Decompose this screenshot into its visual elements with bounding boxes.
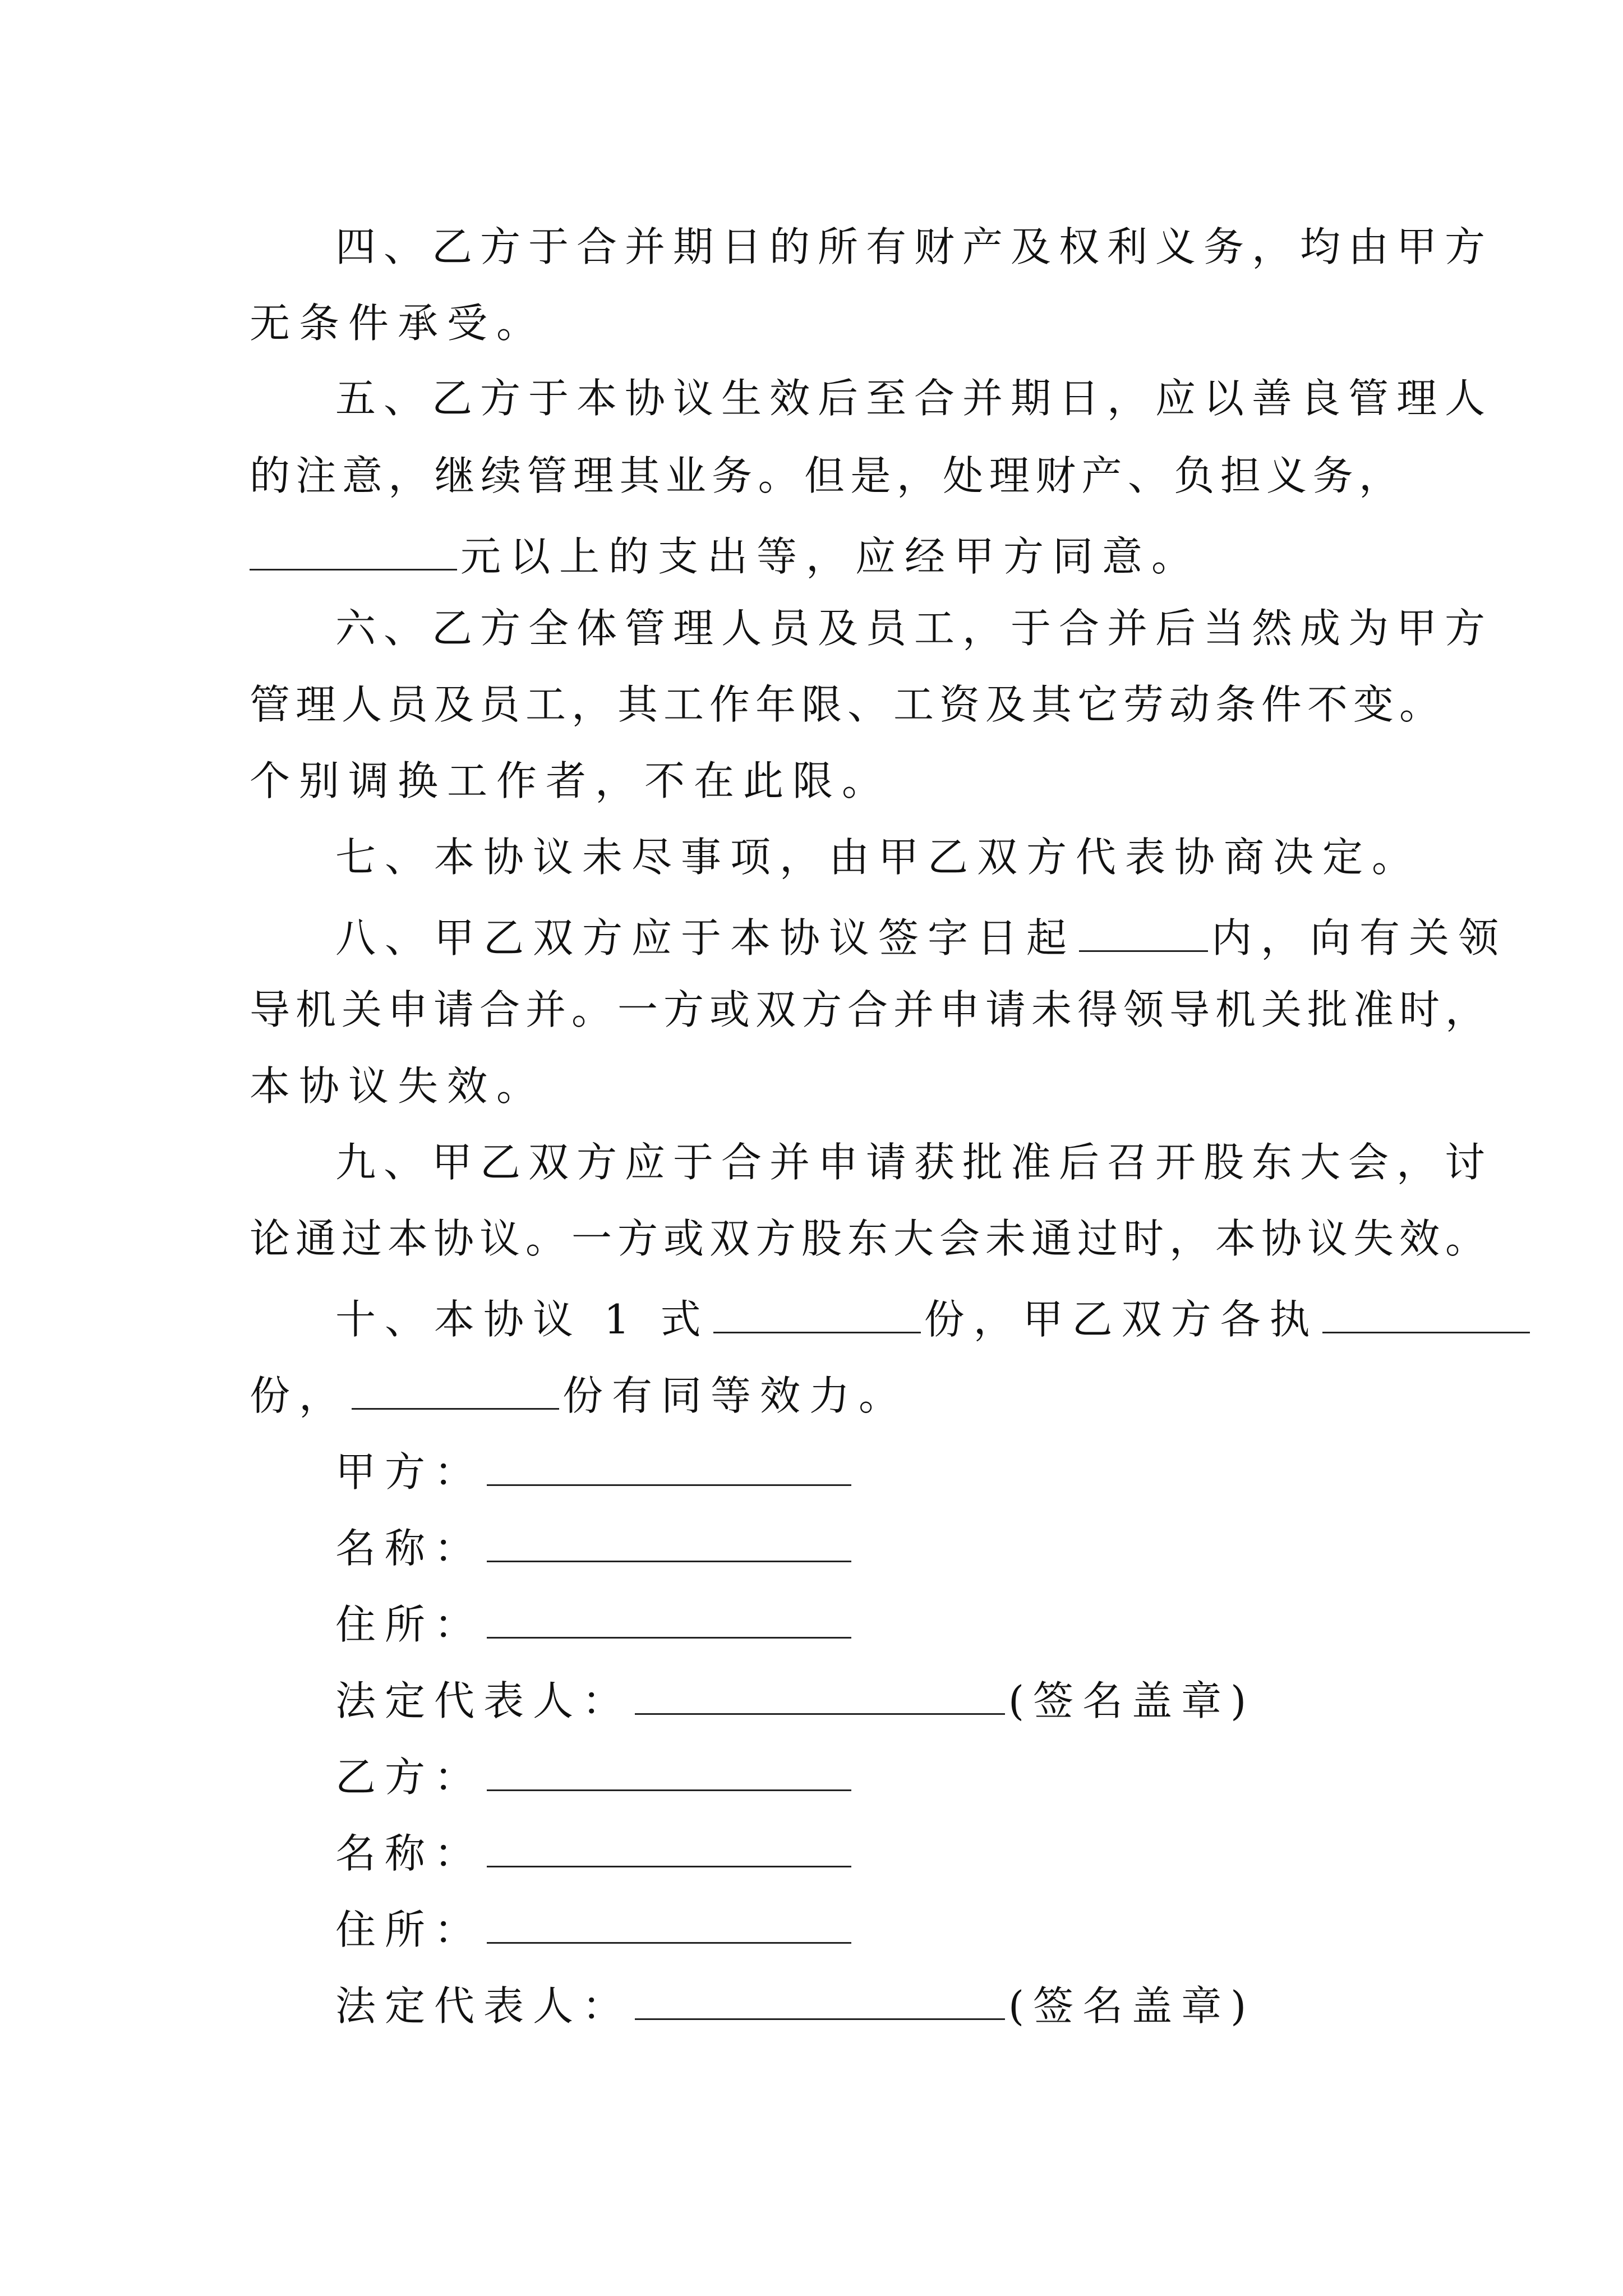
party-a-row xyxy=(335,1447,1491,1496)
party-b-row xyxy=(335,1752,1491,1801)
clause-5-line-3 xyxy=(250,532,1405,580)
clause-10-line-1 xyxy=(335,1295,1491,1343)
party-a-field[interactable] xyxy=(487,1447,851,1486)
party-b-name-row xyxy=(335,1829,1491,1877)
party-b-name-label: 名称： xyxy=(335,1830,484,1877)
clause-10-text-b: 份，甲乙双方各执 xyxy=(924,1296,1319,1343)
party-b-address-row xyxy=(335,1905,1491,1953)
copies-blank[interactable] xyxy=(713,1295,921,1333)
party-b-seal-note: (签名盖章) xyxy=(1008,1982,1256,2030)
party-a-address-field[interactable] xyxy=(487,1600,851,1639)
clause-10-text-c: 份， xyxy=(250,1372,349,1419)
clause-8-line-1-before: 八、甲乙双方应于本协议签字日起 xyxy=(335,914,1076,961)
party-b-rep-row xyxy=(335,1981,1491,2030)
clause-4-line-1: 四、乙方于合并期日的所有财产及权利义务，均由甲方 xyxy=(335,223,1491,270)
party-a-address-label: 住所： xyxy=(335,1601,484,1648)
period-blank[interactable] xyxy=(1079,913,1208,952)
clause-6-line-3: 个别调换工作者，不在此限。 xyxy=(250,757,892,804)
party-b-rep-label: 法定代表人： xyxy=(335,1982,632,2030)
clause-4-line-2: 无条件承受。 xyxy=(250,300,546,347)
party-a-rep-field[interactable] xyxy=(635,1676,1005,1715)
party-b-address-label: 住所： xyxy=(335,1906,484,1953)
party-b-label: 乙方： xyxy=(335,1754,484,1801)
clause-8-line-1-after: 内，向有关领 xyxy=(1211,914,1508,961)
clause-6-line-1: 六、乙方全体管理人员及员工，于合并后当然成为甲方 xyxy=(335,605,1491,652)
party-a-name-field[interactable] xyxy=(487,1524,851,1562)
clause-7-line-1: 七、本协议未尽事项，由甲乙双方代表协商决定。 xyxy=(335,834,1422,881)
party-a-label: 甲方： xyxy=(335,1448,484,1496)
party-a-address-row xyxy=(335,1600,1491,1648)
party-b-rep-field[interactable] xyxy=(635,1981,1005,2020)
party-b-field[interactable] xyxy=(487,1752,851,1791)
clause-6-line-2: 管理人员及员工，其工作年限、工资及其它劳动条件不变。 xyxy=(250,681,1446,728)
party-a-rep-label: 法定代表人： xyxy=(335,1677,632,1724)
copies-effect-blank[interactable] xyxy=(352,1371,559,1410)
clause-8-line-3: 本协议失效。 xyxy=(250,1062,546,1110)
party-a-seal-note: (签名盖章) xyxy=(1008,1677,1256,1724)
clause-9-line-1: 九、甲乙双方应于合并申请获批准后召开股东大会，讨 xyxy=(335,1139,1491,1186)
clause-10-line-2 xyxy=(250,1371,1405,1419)
party-a-name-label: 名称： xyxy=(335,1525,484,1572)
clause-10-text-a: 十、本协议 1 式 xyxy=(335,1296,710,1343)
clause-5-line-2: 的注意，继续管理其业务。但是，处理财产、负担义务， xyxy=(250,452,1405,499)
party-a-rep-row xyxy=(335,1676,1491,1724)
party-a-name-row xyxy=(335,1524,1491,1572)
clause-5-line-3-text: 元以上的支出等，应经甲方同意。 xyxy=(460,533,1201,580)
clause-8-line-2: 导机关申请合并。一方或双方合并申请未得领导机关批准时， xyxy=(250,986,1492,1033)
clause-8-line-1 xyxy=(335,913,1508,961)
clause-9-line-2: 论通过本协议。一方或双方股东大会未通过时，本协议失效。 xyxy=(250,1215,1492,1262)
party-b-name-field[interactable] xyxy=(487,1829,851,1867)
clause-5-line-1: 五、乙方于本协议生效后至合并期日，应以善良管理人 xyxy=(335,375,1491,422)
amount-blank[interactable] xyxy=(250,532,457,570)
party-b-address-field[interactable] xyxy=(487,1905,851,1944)
clause-10-text-d: 份有同等效力。 xyxy=(562,1372,909,1419)
copies-each-blank[interactable] xyxy=(1322,1295,1530,1333)
